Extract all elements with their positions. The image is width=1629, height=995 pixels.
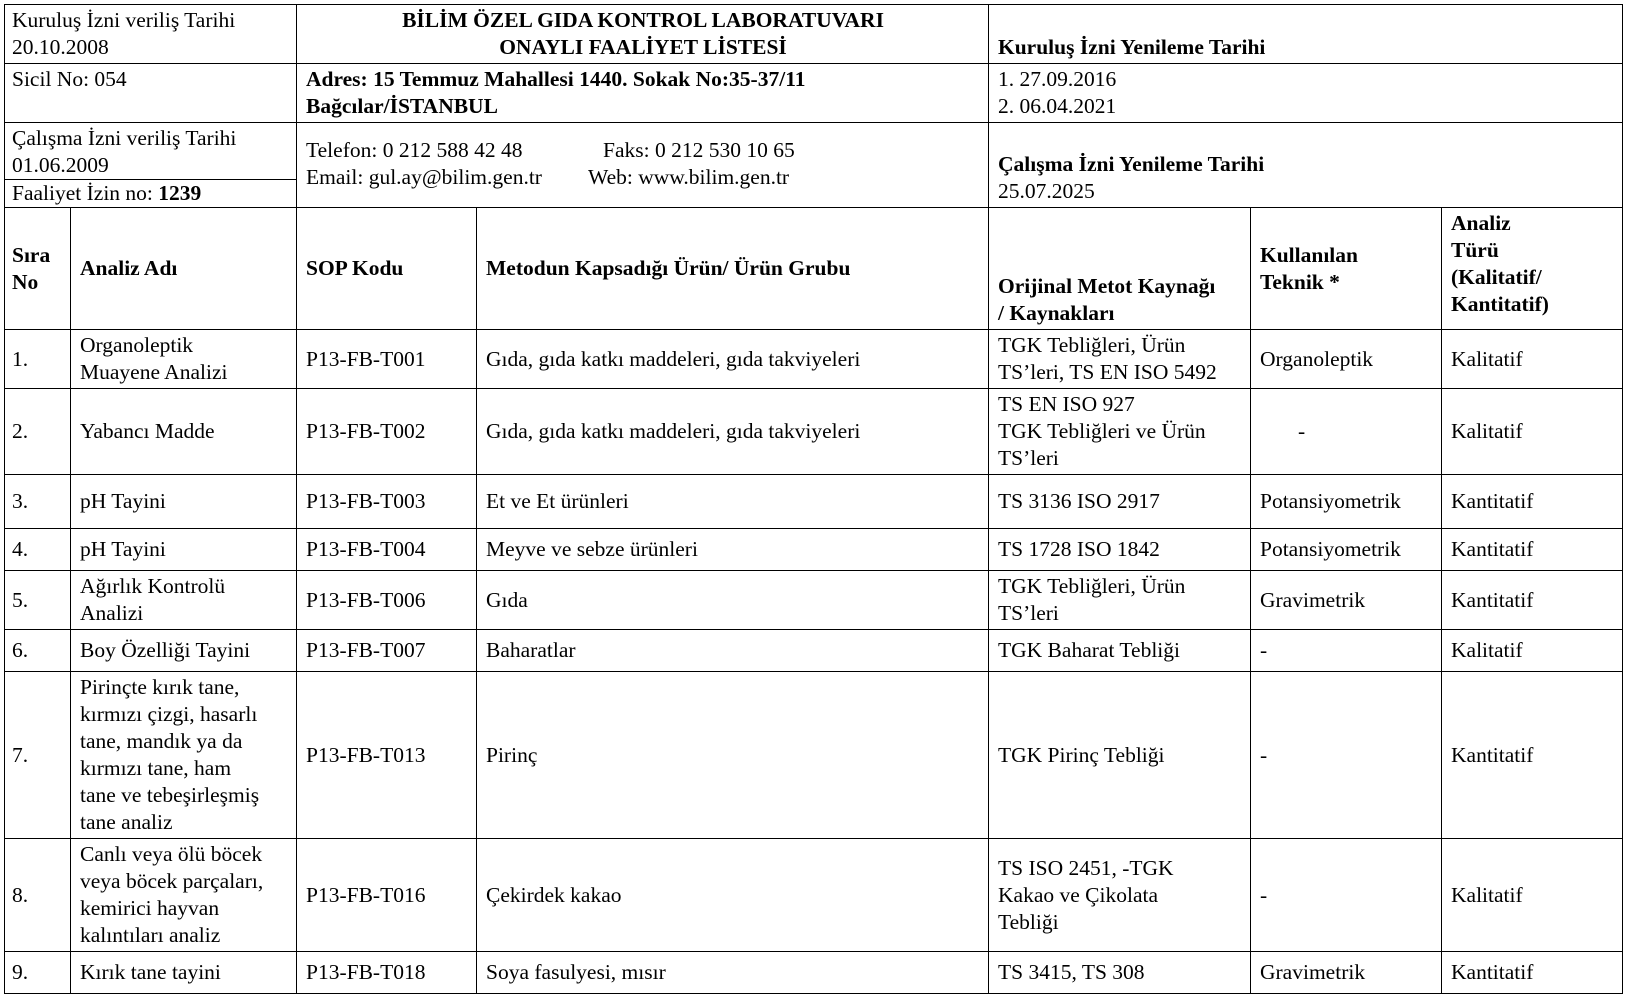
col-header-analiz-adi: Analiz Adı	[71, 208, 297, 330]
row-sop: P13-FB-T018	[297, 952, 477, 994]
row-tur: Kalitatif	[1442, 330, 1623, 389]
web: Web: www.bilim.gen.tr	[588, 165, 790, 189]
row-analiz	[71, 672, 297, 839]
row-teknik: Organoleptik	[1251, 330, 1442, 389]
row-sop: P13-FB-T013	[297, 672, 477, 839]
row-no: 9.	[5, 952, 71, 994]
row-sop: P13-FB-T003	[297, 475, 477, 529]
kurulus-izni-cell	[5, 5, 297, 64]
telefon: Telefon: 0 212 588 42 48	[306, 138, 523, 162]
row-kaynak-line: TGK Pirinç Tebliği	[998, 742, 1165, 767]
address-line-2: Bağcılar/İSTANBUL	[306, 94, 498, 118]
faaliyet-izin-label: Faaliyet İzin no:	[12, 181, 159, 205]
row-sop: P13-FB-T007	[297, 630, 477, 672]
row-urun: Meyve ve sebze ürünleri	[477, 529, 989, 571]
faaliyet-izin-no: 1239	[158, 181, 202, 205]
row-tur: Kantitatif	[1442, 571, 1623, 630]
col-header-tur-4: Kantitatif)	[1451, 292, 1549, 316]
activity-list-table	[4, 4, 1623, 994]
row-kaynak-line: TS 1728 ISO 1842	[998, 537, 1160, 561]
row-tur: Kalitatif	[1442, 839, 1623, 952]
contact-row-1	[306, 137, 980, 164]
row-analiz-line: Ağırlık Kontrolü	[80, 574, 226, 598]
row-kaynak-line: Kakao ve Çikolata	[998, 882, 1159, 907]
row-teknik: Gravimetrik	[1251, 571, 1442, 630]
table-row	[5, 389, 1623, 475]
col-header-sop-kodu: SOP Kodu	[297, 208, 477, 330]
row-urun: Gıda, gıda katkı maddeleri, gıda takviyeleri	[477, 389, 989, 475]
table-row	[5, 475, 1623, 529]
row-analiz-line: kalıntıları analiz	[80, 923, 221, 947]
row-analiz-line: veya böcek parçaları,	[80, 869, 264, 893]
row-kaynak	[989, 630, 1251, 672]
row-teknik: Potansiyometrik	[1251, 529, 1442, 571]
faks: Faks: 0 212 530 10 65	[603, 138, 795, 162]
row-no: 6.	[5, 630, 71, 672]
row-no: 3.	[5, 475, 71, 529]
row-teknik: -	[1251, 839, 1442, 952]
row-analiz-line: pH Tayini	[80, 489, 166, 513]
row-teknik-dash: -	[1298, 419, 1306, 443]
col-header-teknik	[1251, 208, 1442, 330]
row-kaynak-line: TGK Tebliğleri ve Ürün	[998, 419, 1206, 443]
row-analiz	[71, 475, 297, 529]
col-header-urun-grubu: Metodun Kapsadığı Ürün/ Ürün Grubu	[477, 208, 989, 330]
row-urun: Gıda	[477, 571, 989, 630]
table-row	[5, 330, 1623, 389]
address-cell	[297, 64, 989, 123]
yenileme-date-2: 2. 06.04.2021	[998, 94, 1117, 118]
row-kaynak-line: TGK Baharat Tebliği	[998, 638, 1180, 662]
row-analiz	[71, 571, 297, 630]
row-tur: Kalitatif	[1442, 630, 1623, 672]
col-header-tur-1: Analiz	[1451, 211, 1511, 235]
row-no: 4.	[5, 529, 71, 571]
row-no: 8.	[5, 839, 71, 952]
row-kaynak	[989, 952, 1251, 994]
row-kaynak	[989, 389, 1251, 475]
row-teknik: -	[1251, 630, 1442, 672]
row-tur: Kantitatif	[1442, 475, 1623, 529]
row-teknik: -	[1251, 672, 1442, 839]
row-tur: Kantitatif	[1442, 952, 1623, 994]
kurulus-izni-label: Kuruluş İzni veriliş Tarihi	[12, 8, 236, 32]
email: Email: gul.ay@bilim.gen.tr	[306, 165, 542, 189]
col-header-metot-kaynagi	[989, 208, 1251, 330]
calisma-izni-cell	[5, 123, 297, 208]
row-tur: Kantitatif	[1442, 529, 1623, 571]
row-analiz-line: tane ve tebeşirleşmiş	[80, 783, 260, 807]
row-kaynak	[989, 330, 1251, 389]
row-kaynak	[989, 672, 1251, 839]
row-kaynak-line: TS’leri	[998, 446, 1059, 470]
address-line-1: Adres: 15 Temmuz Mahallesi 1440. Sokak No:35-37/11	[306, 67, 806, 91]
row-analiz-line: tane, mandık ya da	[80, 729, 243, 753]
faaliyet-izin	[5, 180, 296, 207]
col-header-metot-kaynagi-2: / Kaynakları	[998, 301, 1115, 325]
row-no: 5.	[5, 571, 71, 630]
table-row	[5, 630, 1623, 672]
row-kaynak-line: TGK Tebliğleri, Ürün	[998, 574, 1186, 598]
list-title: ONAYLI FAALİYET LİSTESİ	[499, 35, 787, 59]
row-analiz	[71, 389, 297, 475]
col-header-no: No	[12, 269, 39, 294]
row-no: 1.	[5, 330, 71, 389]
row-kaynak-line: TGK Tebliğleri, Ürün	[998, 333, 1186, 357]
row-sop: P13-FB-T001	[297, 330, 477, 389]
row-kaynak-line: TS’leri	[998, 601, 1059, 625]
row-analiz-line: kırmızı tane, ham	[80, 756, 232, 780]
calisma-yenileme-date: 25.07.2025	[998, 179, 1095, 203]
table-row	[5, 839, 1623, 952]
contact-row-2	[306, 164, 980, 191]
row-analiz-line: Canlı veya ölü böcek	[80, 842, 263, 866]
col-header-teknik-1: Kullanılan	[1260, 242, 1358, 267]
row-analiz-line: Organoleptik	[80, 333, 194, 357]
table-row	[5, 672, 1623, 839]
row-kaynak-line: TS 3415, TS 308	[998, 960, 1145, 984]
row-sop: P13-FB-T004	[297, 529, 477, 571]
row-urun: Pirinç	[477, 672, 989, 839]
col-header-teknik-2: Teknik *	[1260, 269, 1340, 294]
row-tur: Kantitatif	[1442, 672, 1623, 839]
row-analiz-line: Analizi	[80, 601, 144, 625]
kurulus-yenileme-dates	[989, 64, 1623, 123]
row-analiz-line: Pirinçte kırık tane,	[80, 675, 240, 699]
col-header-sira: Sıra	[12, 242, 51, 267]
row-kaynak-line: Tebliği	[998, 909, 1059, 934]
row-analiz-line: Yabancı Madde	[80, 419, 215, 443]
row-kaynak	[989, 529, 1251, 571]
row-teknik: Potansiyometrik	[1251, 475, 1442, 529]
row-no: 7.	[5, 672, 71, 839]
col-header-metot-kaynagi-1: Orijinal Metot Kaynağı	[998, 274, 1216, 298]
row-teknik	[1251, 389, 1442, 475]
row-analiz-line: Boy Özelliği Tayini	[80, 638, 251, 662]
table-row	[5, 529, 1623, 571]
calisma-yenileme-label: Çalışma İzni Yenileme Tarihi	[998, 152, 1265, 176]
calisma-izni-label: Çalışma İzni veriliş Tarihi	[12, 126, 237, 150]
row-tur: Kalitatif	[1442, 389, 1623, 475]
row-kaynak-line: TS EN ISO 927	[998, 392, 1135, 416]
kurulus-yenileme-label: Kuruluş İzni Yenileme Tarihi	[989, 5, 1623, 64]
row-urun: Soya fasulyesi, mısır	[477, 952, 989, 994]
kurulus-izni-date: 20.10.2008	[12, 35, 109, 59]
row-urun: Baharatlar	[477, 630, 989, 672]
row-sop: P13-FB-T002	[297, 389, 477, 475]
row-analiz-line: Muayene Analizi	[80, 360, 228, 384]
lab-name-title: BİLİM ÖZEL GIDA KONTROL LABORATUVARI	[402, 8, 884, 32]
row-kaynak-line: TS’leri, TS EN ISO 5492	[998, 360, 1217, 384]
row-teknik: Gravimetrik	[1251, 952, 1442, 994]
col-header-tur-2: Türü	[1451, 238, 1499, 262]
row-analiz	[71, 630, 297, 672]
row-urun: Et ve Et ürünleri	[477, 475, 989, 529]
row-sop: P13-FB-T016	[297, 839, 477, 952]
row-no: 2.	[5, 389, 71, 475]
row-analiz-line: pH Tayini	[80, 537, 166, 561]
col-header-tur-3: (Kalitatif/	[1451, 265, 1542, 289]
contact-cell	[297, 123, 989, 208]
col-header-analiz-turu	[1442, 208, 1623, 330]
row-analiz-line: tane analiz	[80, 810, 173, 834]
row-urun: Gıda, gıda katkı maddeleri, gıda takviyeleri	[477, 330, 989, 389]
col-header-sira-no	[5, 208, 71, 330]
calisma-yenileme-cell	[989, 123, 1623, 208]
table-row	[5, 952, 1623, 994]
row-kaynak-line: TS ISO 2451, -TGK	[998, 855, 1174, 880]
row-sop: P13-FB-T006	[297, 571, 477, 630]
row-analiz-line: kırmızı çizgi, hasarlı	[80, 702, 258, 726]
row-kaynak-line: TS 3136 ISO 2917	[998, 489, 1160, 513]
row-analiz	[71, 330, 297, 389]
row-analiz-line: Kırık tane tayini	[80, 960, 221, 984]
sicil-no: Sicil No: 054	[5, 64, 297, 123]
table-row	[5, 571, 1623, 630]
row-analiz	[71, 529, 297, 571]
row-kaynak	[989, 475, 1251, 529]
row-analiz	[71, 952, 297, 994]
calisma-izni-date: 01.06.2009	[12, 153, 109, 177]
yenileme-date-1: 1. 27.09.2016	[998, 67, 1117, 91]
row-kaynak	[989, 571, 1251, 630]
row-kaynak	[989, 839, 1251, 952]
row-urun: Çekirdek kakao	[477, 839, 989, 952]
document-title-cell	[297, 5, 989, 64]
row-analiz	[71, 839, 297, 952]
row-analiz-line: kemirici hayvan	[80, 896, 220, 920]
